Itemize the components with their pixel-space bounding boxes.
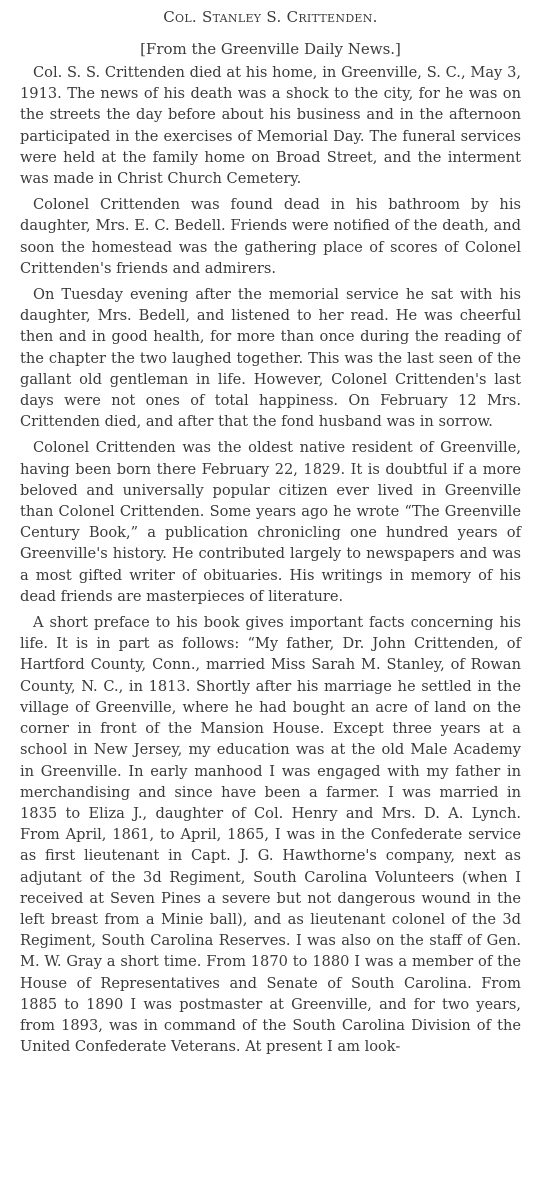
paragraph-last-evening: On Tuesday evening after the memorial service he sat with his daughter, Mrs. Bedell, and listened to her read. He was cheerful then and in good health, for more than once during the reading of the chapter the two laughed together. This was the last seen of the gallant old gentleman in life. However, Colonel Crittenden's last days were not ones of total happiness. On February 12 Mrs. Crittenden died, and after that the fond husband was in sorrow. (20, 286, 521, 431)
paragraph-preface-excerpt: A short preface to his book gives important facts concerning his life. It is in part as follows: “My father, Dr. John Crittenden, of Hartford County, Conn., married Miss Sarah M. Stanley, of Rowan County, N. C., in 1813. Shortly after his marriage he settled in the village of Greenville, where he had bought an acre of land on the corner in front of the Mansion House. Except three years at a school in New Jersey, my education was at the old Male Academy in Greenville. In early manhood I was engaged with my father in merchandising and since have been a farmer. I was married in 1835 to Eliza J., daughter of Col. Henry and Mrs. D. A. Lynch. From April, 1861, to April, 1865, I was in the Confederate service as first lieutenant in Capt. J. G. Hawthorne's company, next as adjutant of the 3d Regiment, South Carolina Volunteers (when I received at Seven Pines a severe but not dangerous wound in the left breast from a Minie ball), and as lieutenant colonel of the 3d Regiment, South Carolina Reserves. I was also on the staff of Gen. M. W. Gray a short time. From 1870 to 1880 I was a member of the House of Representatives and Senate of South Carolina. From 1885 to 1890 I was postmaster at Greenville, and for two years, from 1893, was in command of the South Carolina Division of the United Confederate Veterans. At present I am look- (20, 614, 521, 1056)
article-title: Col. Stanley S. Crittenden. (163, 8, 378, 26)
paragraph-death-announcement: Col. S. S. Crittenden died at his home, in Greenville, S. C., May 3, 1913. The news of his death was a shock to the city, for he was on the streets the day before about his business and in the afternoon participated in the exercises of Memorial Day. The funeral services were held at the family home on Broad Street, and the interment was made in Christ Church Cemetery. (20, 64, 521, 188)
article-source: [From the Greenville Daily News.] (140, 40, 401, 58)
paragraph-oldest-resident: Colonel Crittenden was the oldest native resident of Greenville, having been born there February 22, 1829. It is doubtful if a more beloved and universally popular citizen ever lived in Greenville than Colonel Crittenden. Some years ago he wrote “The Greenville Century Book,” a publication chronicling one hundred years of Greenville's history. He contributed largely to newspapers and was a most gifted writer of obituaries. His writings in memory of his dead friends are masterpieces of literature. (20, 439, 521, 605)
document-page (20, 6, 521, 1062)
paragraph-found-dead: Colonel Crittenden was found dead in his bathroom by his daughter, Mrs. E. C. Bedell. Friends were notified of the death, and soon the homestead was the gathering place of scores of Colonel Crittenden's friends and admirers. (20, 196, 521, 277)
